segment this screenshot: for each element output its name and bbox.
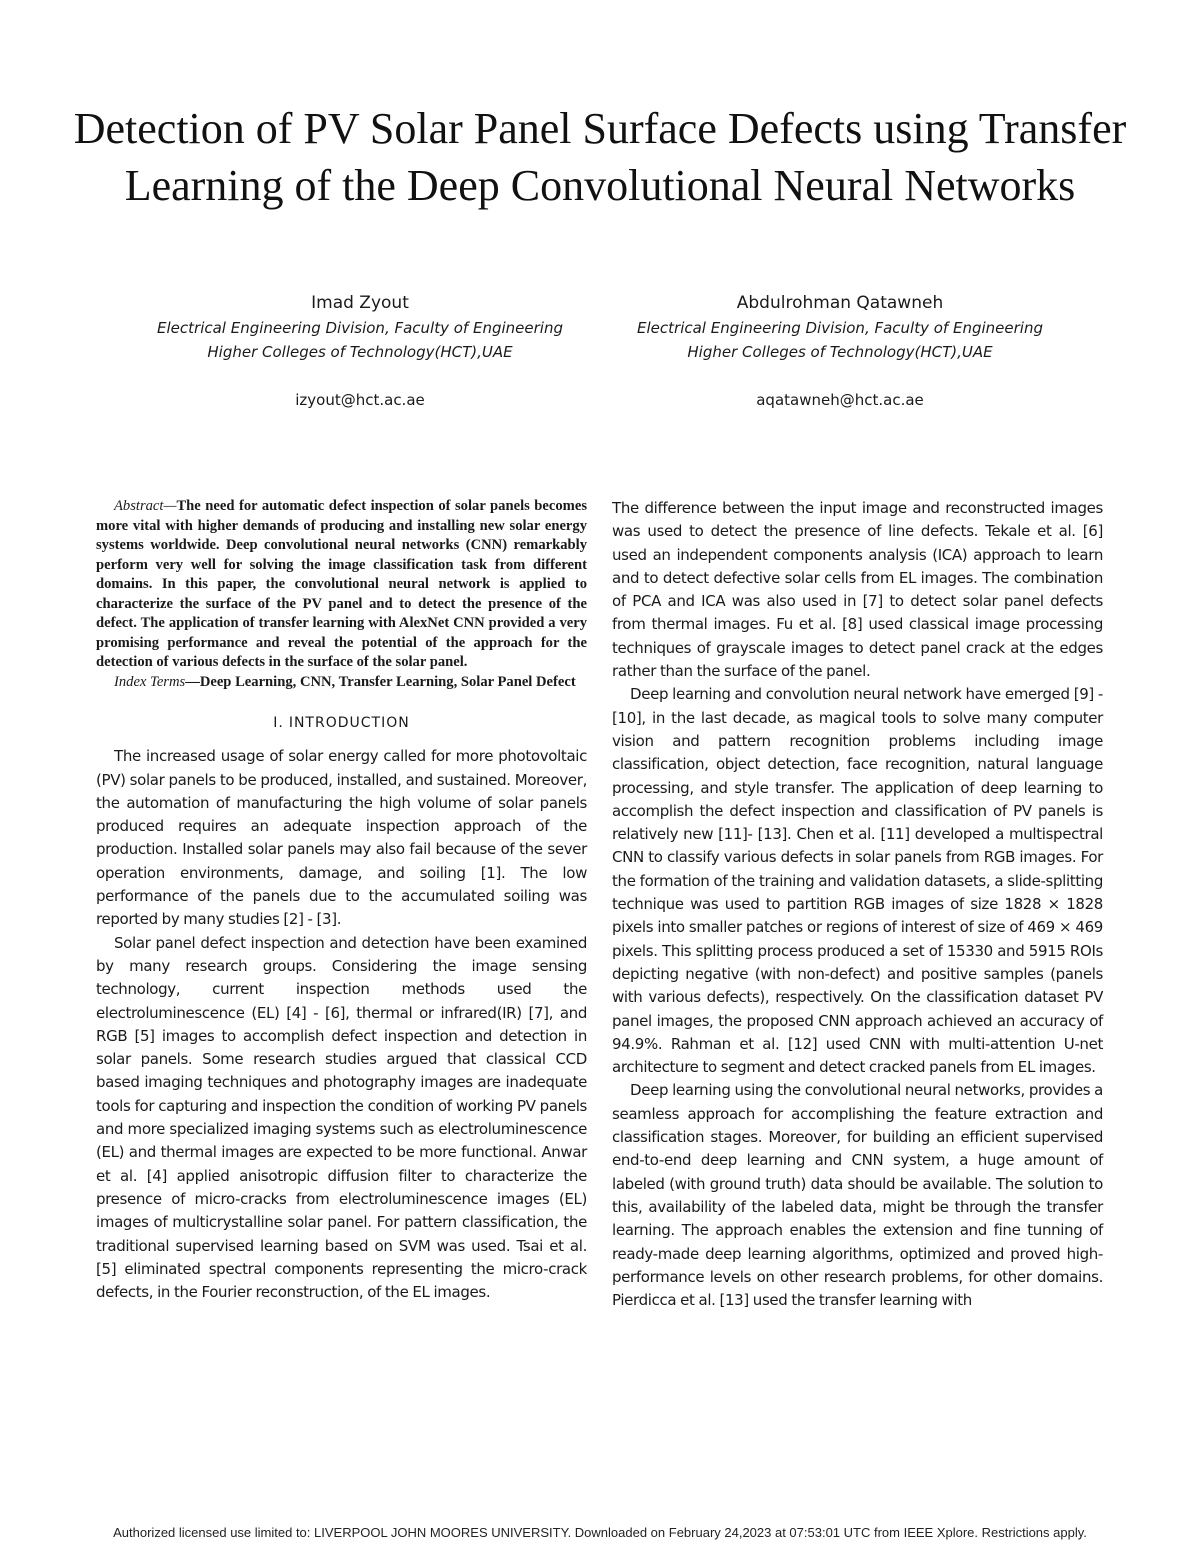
paper-title: Detection of PV Solar Panel Surface Defects using Transfer Learning of the Deep Convolutional Neural Networks <box>73 104 1127 210</box>
index-terms-label: Index Terms <box>114 673 186 690</box>
body-paragraph: Solar panel defect inspection and detection have been examined by many research groups. Considering the image sensing technology, current inspection methods used the electroluminescence (EL) [4] - [6], thermal or infrared(IR) [7], and RGB [5] images to accomplish defect inspection and detection in solar panels. Some research studies argued that classical CCD based imaging techniques and photography images are inadequate tools for capturing and inspection the condition of working PV panels and more specialized imaging systems such as electroluminescence (EL) and thermal images are expected to be more functional. Anwar et al. [4] applied anisotropic diffusion filter to characterize the presence of micro-cracks from electroluminescence images (EL) images of multicrystalline solar panel. For pattern classification, the traditional supervised learning based on SVM was used. Tsai et al. [5] eliminated spectral components representing the micro-crack defects, in the Fourier reconstruction, of the EL images. <box>96 933 587 1302</box>
body-paragraph: Deep learning and convolution neural network have emerged [9] - [10], in the last decade, as magical tools to solve many computer vision and pattern recognition problems including image classification, object detection, face recognition, natural language processing, and style transfer. The application of deep learning to accomplish the defect inspection and classification of PV panels is relatively new [11]- [13]. Chen et al. [11] developed a multispectral CNN to classify various defects in solar panels from RGB images. For the formation of the training and validation datasets, a slide-splitting technique was used to partition RGB images of size 1828 × 1828 pixels into smaller patches or regions of interest of size of 469 × 469 pixels. This splitting process produced a set of 15330 and 5915 ROIs depicting negative (with non-defect) and positive samples (panels with various defects), respectively. On the classification dataset PV panel images, the proposed CNN approach achieved an accuracy of 94.9%. Rahman et al. [12] used CNN with multi-attention U-net architecture to segment and detect cracked panels from EL images. <box>612 685 1103 1077</box>
author-email: aqatawneh@hct.ac.ae <box>756 391 924 409</box>
body-paragraph: The increased usage of solar energy called for more photovoltaic (PV) solar panels to be produced, installed, and sustained. Moreover, the automation of manufacturing the high volume of solar panels produced requires an adequate inspection approach of the production. Installed solar panels may also fail because of the sever operation environments, damage, and soiling [1]. The low performance of the panels due to the accumulated soiling was reported by many studies [2] - [3]. <box>96 747 587 929</box>
abstract <box>96 497 587 673</box>
author-name: Imad Zyout <box>311 293 409 313</box>
author-email: izyout@hct.ac.ae <box>295 391 425 409</box>
right-column <box>612 497 1103 1312</box>
abstract-label: Abstract— <box>114 498 177 514</box>
body-paragraph: Deep learning using the convolutional neural networks, provides a seamless approach for accomplishing the feature extraction and classification stages. Moreover, for building an efficient supervised end-to-end deep learning and CNN system, a huge amount of labeled (with ground truth) data should be available. The solution to this, availability of the labeled data, might be through the transfer learning. The approach enables the extension and fine tunning of ready-made deep learning algorithms, optimized and proved high-performance levels on other research problems, for other domains. Pierdicca et al. [13] used the transfer learning with <box>612 1081 1103 1310</box>
index-terms-text: —Deep Learning, CNN, Transfer Learning, Solar Panel Defect <box>185 673 576 690</box>
author-affiliation-line2: Higher Colleges of Technology(HCT),UAE <box>207 343 513 361</box>
author-affiliation-line2: Higher Colleges of Technology(HCT),UAE <box>687 343 993 361</box>
body-paragraph: The difference between the input image and reconstructed images was used to detect the presence of line defects. Tekale et al. [6] used an independent components analysis (ICA) approach to learn and to detect defective solar cells from EL images. The combination of PCA and ICA was also used in [7] to detect solar panel defects from thermal images. Fu et al. [8] used classical image processing techniques of grayscale images to detect panel crack at the edges rather than the surface of the panel. <box>612 499 1103 681</box>
section-heading-introduction: I. INTRODUCTION <box>273 715 410 731</box>
abstract-text: The need for automatic defect inspection of solar panels becomes more vital with higher demands of producing and installing new solar energy systems worldwide. Deep convolutional neural networks (CNN) remarkably perform very well for solving the image classification task from different domains. In this paper, the convolutional neural network is applied to characterize the surface of the PV panel and to detect the presence of the defect. The application of transfer learning with AlexNet CNN provided a very promising performance and reveal the potential of the approach for the detection of various defects in the surface of the solar panel. <box>96 498 587 670</box>
license-footer: Authorized licensed use limited to: LIVERPOOL JOHN MOORES UNIVERSITY. Downloaded on February 24,2023 at 07:53:01 UTC from IEEE Xplore. Restrictions apply. <box>113 1525 1087 1540</box>
left-column <box>96 497 587 1304</box>
author-block-2 <box>580 290 1100 412</box>
author-name: Abdulrohman Qatawneh <box>736 293 944 313</box>
author-affiliation-line1: Electrical Engineering Division, Faculty of Engineering <box>157 319 563 337</box>
author-block-1 <box>100 290 620 412</box>
index-terms <box>96 673 587 693</box>
author-affiliation-line1: Electrical Engineering Division, Faculty of Engineering <box>637 319 1043 337</box>
